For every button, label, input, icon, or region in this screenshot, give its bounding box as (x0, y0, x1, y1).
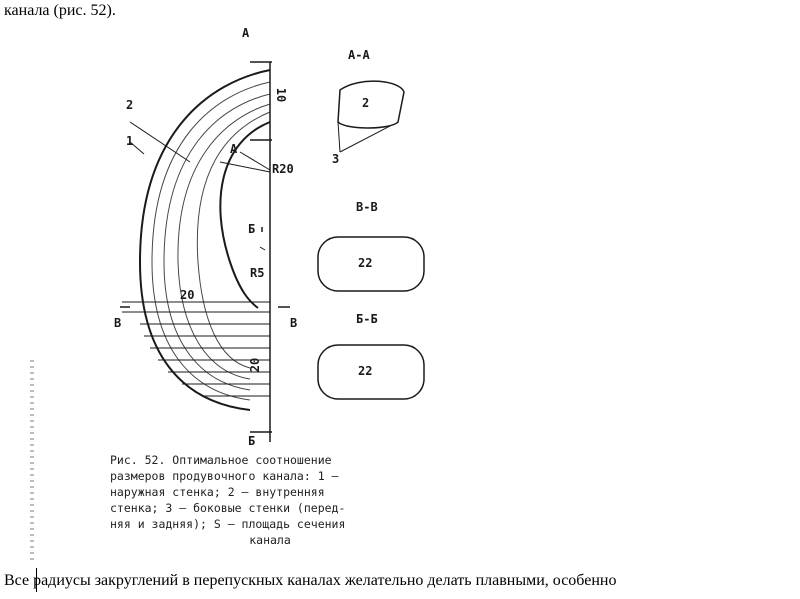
caption-line: стенка; 3 — боковые стенки (перед- (110, 501, 346, 515)
caption-line: размеров продувочного канала: 1 — (110, 469, 339, 483)
caption-line: канала (249, 533, 291, 547)
caption-line: Рис. 52. Оптимальное соотношение (110, 453, 332, 467)
section-title-a: A-A (348, 48, 370, 62)
caption-line: наружная стенка; 2 — внутренняя (110, 485, 325, 499)
caption-line: няя и задняя); S — площадь сечения (110, 517, 346, 531)
section-mark-b-top: Б (248, 222, 256, 236)
figure-caption (110, 452, 430, 548)
radius-r20: R20 (272, 162, 294, 176)
paragraph-line-bottom: Все радиусы закруглений в перепускных каналах желательно делать плавными, особенно (4, 572, 617, 589)
section-value-b: 22 (358, 364, 373, 378)
dim-20-vertical: 20 (248, 357, 263, 373)
section-mark-a-top: A (242, 26, 250, 40)
section-title-b: Б-Б (356, 312, 378, 326)
section-title-v: B-B (356, 200, 378, 214)
section-value-a: 2 (362, 96, 370, 110)
label-3: 3 (332, 152, 340, 166)
radius-r5: R5 (250, 266, 265, 280)
paragraph-line-top: канала (рис. 52). (4, 2, 116, 19)
section-mark-v-right: В (290, 316, 298, 330)
label-1: 2 (126, 98, 134, 112)
dim-20-horizontal: 20 (180, 288, 195, 302)
section-mark-v-left: В (114, 316, 122, 330)
section-value-v: 22 (358, 256, 373, 270)
dim-10: 10 (274, 87, 289, 103)
scan-artifact (30, 360, 34, 560)
section-mark-b-bottom: Б (248, 434, 256, 448)
label-2: 1 (126, 134, 134, 148)
section-mark-a-bottom: A (230, 142, 238, 156)
